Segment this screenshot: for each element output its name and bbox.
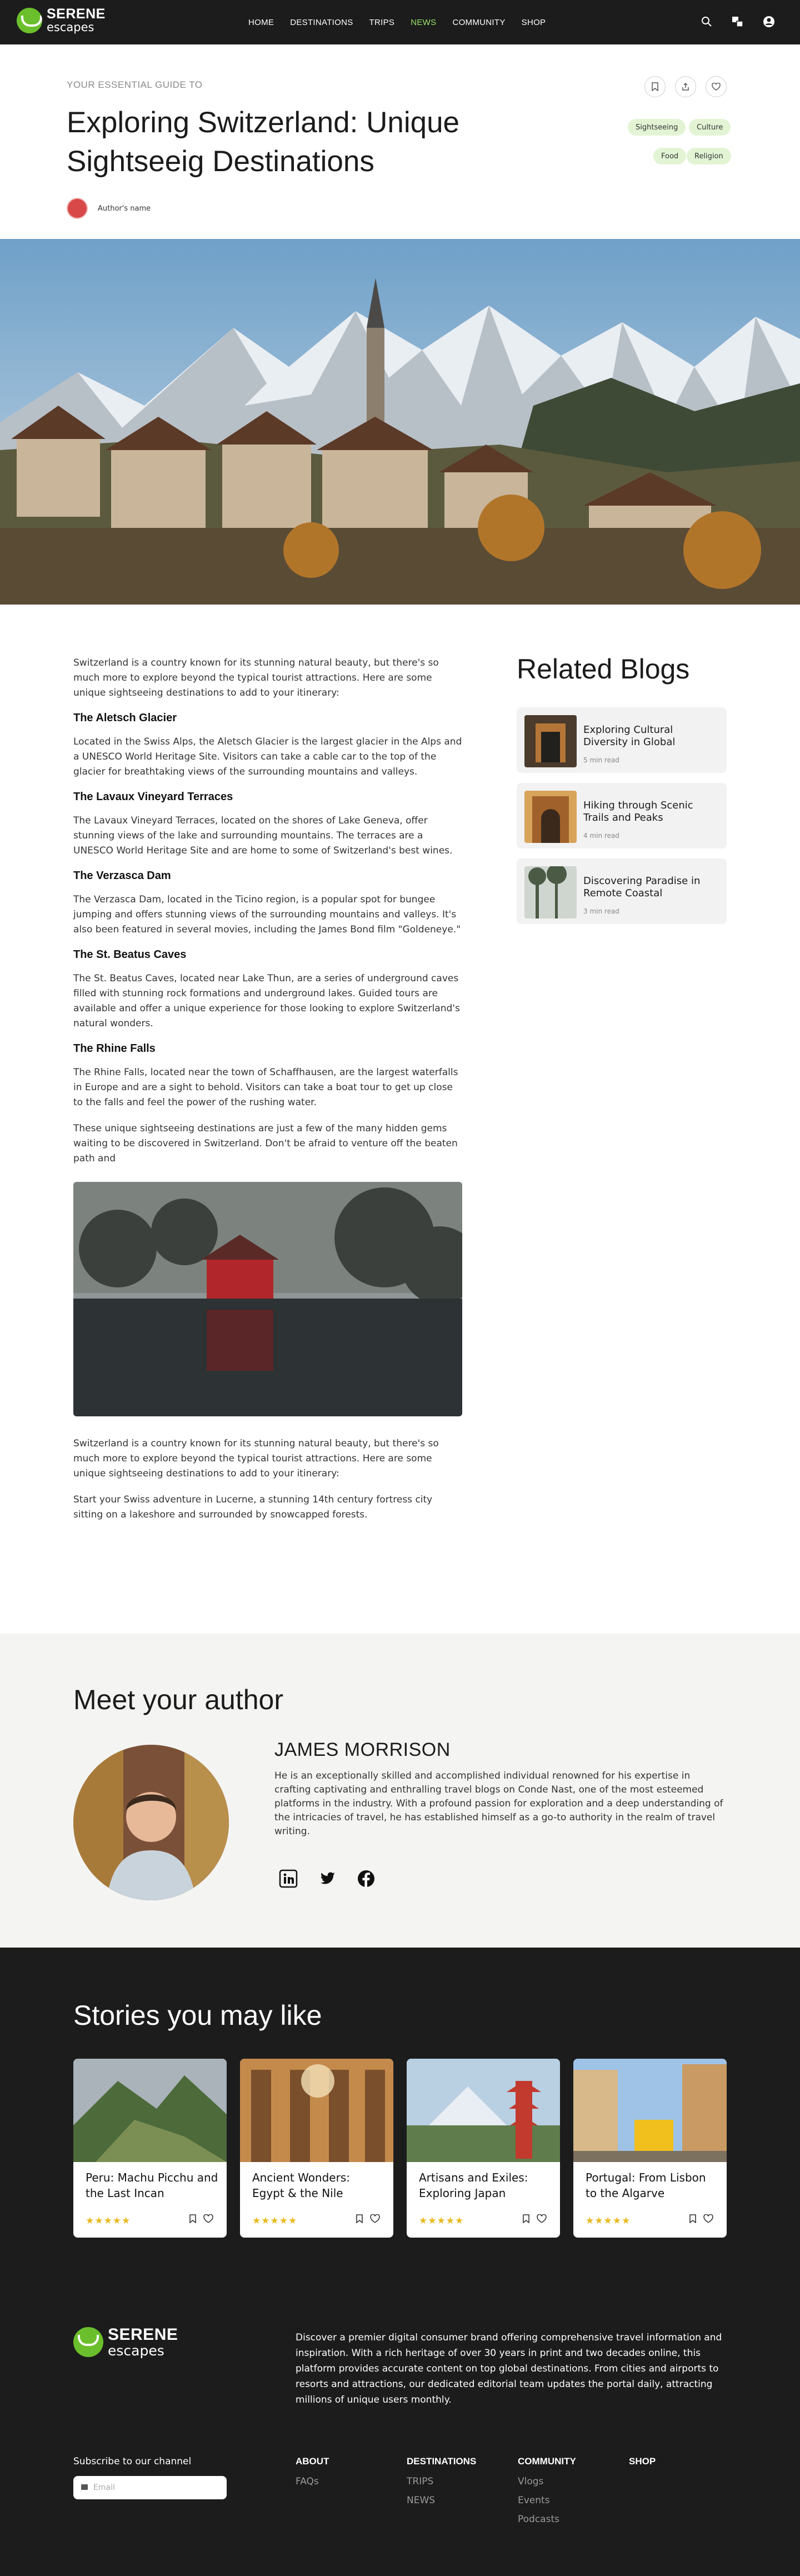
story-image [240, 2059, 393, 2162]
author-photo [73, 1745, 229, 1900]
main-menu [248, 0, 546, 44]
meet-author-section [0, 1634, 800, 1948]
heart-icon [712, 83, 721, 91]
bookmark-icon[interactable] [689, 2214, 697, 2223]
author-bio: He is an exceptionally skilled and accomplished individual renowned for his expertise in crafting captivating and enthralling travel blogs on Conde Nast, one of the most esteemed platforms in the industry. With a profound passion for exploration and a deep understanding of the intricacies of travel, he has established himself as a go-to authority in the realm of travel writing. [274, 1770, 723, 1837]
related-title: Related Blogs [517, 653, 690, 685]
footer-col-community [518, 2456, 576, 2533]
author-byline[interactable] [67, 198, 151, 219]
translate-icon[interactable] [731, 15, 744, 28]
read-time: 4 min read [583, 832, 619, 840]
subscribe-label: Subscribe to our channel [73, 2456, 192, 2467]
brand-line2: escapes [47, 21, 94, 34]
rating-stars: ★★★★★ [252, 2215, 298, 2226]
section-text: Located in the Swiss Alps, the Aletsch Glacier is the largest glacier in the Alps and a UNESCO World Heritage Site. Visitors can take a cable car to the top of the glacier for breathtaking views of the surrounding mountains and valleys. [73, 736, 462, 777]
article-outro: Start your Swiss adventure in Lucerne, a stunning 14th century fortress city sitting on a lakeshore and surrounded by snowcapped forests. [73, 1494, 433, 1520]
stories-section [0, 1948, 800, 2576]
rating-stars: ★★★★★ [86, 2215, 131, 2226]
bookmark-icon[interactable] [522, 2214, 530, 2223]
rating-stars: ★★★★★ [419, 2215, 464, 2226]
story-image [573, 2059, 727, 2162]
related-card-title: Hiking through Scenic Trails and Peaks [583, 800, 693, 823]
story-title: Ancient Wonders: Egypt & the Nile [252, 2171, 350, 2200]
brand-line1: SERENE [108, 2325, 178, 2344]
linkedin-icon[interactable] [279, 1869, 298, 1888]
mail-icon [81, 2484, 88, 2490]
email-field[interactable] [73, 2476, 227, 2499]
user-icon[interactable] [762, 15, 776, 28]
footer-col-title: ABOUT [296, 2456, 329, 2467]
footer-link-vlogs[interactable]: Vlogs [518, 2476, 544, 2487]
nav-item-home[interactable]: HOME [248, 17, 274, 27]
article-body [73, 656, 462, 1534]
story-image [73, 2059, 227, 2162]
lake-image [73, 1182, 462, 1416]
author-section-title: Meet your author [73, 1684, 283, 1715]
twitter-icon[interactable] [318, 1869, 337, 1888]
article-outro: Switzerland is a country known for its stunning natural beauty, but there's so much more to explore beyond the typical tourist attractions. Here are some unique sightseeing destinations to add to your itinerary: [73, 1438, 439, 1479]
nav-item-shop[interactable]: SHOP [521, 17, 546, 27]
brand-line1: SERENE [47, 6, 106, 22]
related-card-title: Exploring Cultural Diversity in Global [583, 724, 676, 748]
related-card-title: Discovering Paradise in Remote Coastal [583, 875, 701, 899]
tag-sightseeing[interactable]: Sightseeing [628, 119, 686, 136]
footer-col-destinations [407, 2456, 476, 2514]
like-button[interactable] [706, 76, 727, 97]
tag-religion[interactable]: Religion [687, 148, 731, 164]
email-placeholder: Email [93, 2483, 115, 2492]
facebook-icon[interactable] [357, 1869, 376, 1888]
article-title: Exploring Switzerland: Unique Sightseeig Destinations [67, 106, 460, 178]
related-thumb [524, 866, 577, 918]
bookmark-button[interactable] [644, 76, 666, 97]
brand-logo[interactable] [17, 7, 106, 33]
related-card[interactable] [517, 858, 727, 924]
rating-stars: ★★★★★ [586, 2215, 631, 2226]
author-full-name: JAMES MORRISON [274, 1739, 451, 1760]
brand-line2: escapes [108, 2343, 164, 2359]
related-card[interactable] [517, 707, 727, 773]
search-icon[interactable] [700, 15, 713, 28]
story-title: Portugal: From Lisbon to the Algarve [586, 2171, 706, 2200]
stories-title: Stories you may like [73, 2000, 322, 2031]
hero-image [0, 239, 800, 605]
section-text: The Verzasca Dam, located in the Ticino region, is a popular spot for bungee jumping and offers stunning views of the surrounding mountains and valleys. It's also been featured in several movies, including the James Bond film "Goldeneye." [73, 894, 461, 935]
story-image [407, 2059, 560, 2162]
section-heading: The Verzasca Dam [73, 870, 171, 882]
nav-item-news[interactable]: NEWS [411, 17, 437, 27]
logo-icon [17, 8, 42, 33]
related-blogs [517, 653, 728, 934]
footer-description: Discover a premier digital consumer brand offering comprehensive travel information and inspiration. With a rich heritage of over 30 years in print and two decades online, this platform provides accurate content on top global destinations. From cities and airports to resorts and attractions, our dedicated editorial team updates the portal daily, attracting millions of unique users monthly. [296, 2332, 722, 2405]
footer-col-about [296, 2456, 329, 2495]
story-title: Artisans and Exiles: Exploring Japan [419, 2171, 528, 2200]
related-thumb [524, 715, 577, 767]
bookmark-icon [651, 82, 659, 91]
footer-col-title: COMMUNITY [518, 2456, 576, 2467]
story-card[interactable] [73, 2059, 227, 2238]
heart-icon[interactable] [537, 2214, 547, 2223]
footer-logo[interactable] [73, 2327, 178, 2358]
author-name: Author's name [98, 204, 151, 213]
footer-col-shop [629, 2456, 656, 2476]
read-time: 3 min read [583, 907, 619, 915]
article-kicker: YOUR ESSENTIAL GUIDE TO [67, 79, 203, 90]
nav-item-destinations[interactable]: DESTINATIONS [290, 17, 353, 27]
bookmark-icon[interactable] [189, 2214, 197, 2223]
nav-item-trips[interactable]: TRIPS [369, 17, 395, 27]
footer-link-faqs[interactable]: FAQs [296, 2476, 319, 2487]
section-text: The St. Beatus Caves, located near Lake Thun, are a series of underground caves filled with stunning rock formations and underground lakes. Guided tours are available and offer a unique experience for those looking to explore Switzerland's natural wonders. [73, 973, 460, 1029]
footer-link-podcasts[interactable]: Podcasts [518, 2514, 559, 2525]
story-card[interactable] [407, 2059, 560, 2238]
section-text: The Rhine Falls, located near the town of Schaffhausen, are the largest waterfalls in Europe and are a sight to behold. Visitors can take a boat tour to get up close to the falls and feel the power of the rushing water. [73, 1067, 458, 1108]
article-intro: Switzerland is a country known for its stunning natural beauty, but there's so much more to explore beyond the typical tourist attractions. Here are some unique sightseeing destinations to add to your itinerary: [73, 657, 439, 698]
footer-col-title[interactable]: SHOP [629, 2456, 656, 2467]
heart-icon[interactable] [203, 2214, 213, 2223]
top-nav [0, 0, 800, 44]
section-heading: The St. Beatus Caves [73, 948, 187, 961]
article-closing: These unique sightseeing destinations are just a few of the many hidden gems waiting to be discovered in Switzerland. Don't be afraid to venture off the beaten path and [73, 1123, 458, 1164]
heart-icon[interactable] [370, 2214, 380, 2223]
share-icon [681, 82, 690, 91]
related-card[interactable] [517, 783, 727, 848]
section-heading: The Lavaux Vineyard Terraces [73, 791, 233, 803]
story-card[interactable] [573, 2059, 727, 2238]
section-text: The Lavaux Vineyard Terraces, located on the shores of Lake Geneva, offer stunning views of the lake and surrounding mountains. The terraces are a UNESCO World Heritage Site and are home to some of Switzerland's best wines. [73, 815, 453, 856]
footer-col-title: DESTINATIONS [407, 2456, 477, 2467]
related-thumb [524, 791, 577, 843]
bookmark-icon[interactable] [356, 2214, 363, 2223]
section-heading: The Rhine Falls [73, 1042, 156, 1055]
story-card[interactable] [240, 2059, 393, 2238]
tag-food[interactable]: Food [653, 148, 686, 164]
tag-culture[interactable]: Culture [689, 119, 731, 136]
avatar [67, 198, 88, 219]
section-heading: The Aletsch Glacier [73, 712, 177, 724]
footer-link-events[interactable]: Events [518, 2495, 550, 2506]
share-button[interactable] [675, 76, 696, 97]
footer-link-trips[interactable]: TRIPS [407, 2476, 434, 2487]
read-time: 5 min read [583, 756, 619, 764]
heart-icon[interactable] [703, 2214, 713, 2223]
nav-item-community[interactable]: COMMUNITY [452, 17, 506, 27]
footer-link-news[interactable]: NEWS [407, 2495, 436, 2506]
story-title: Peru: Machu Picchu and the Last Incan [86, 2171, 218, 2200]
logo-icon [73, 2327, 103, 2357]
